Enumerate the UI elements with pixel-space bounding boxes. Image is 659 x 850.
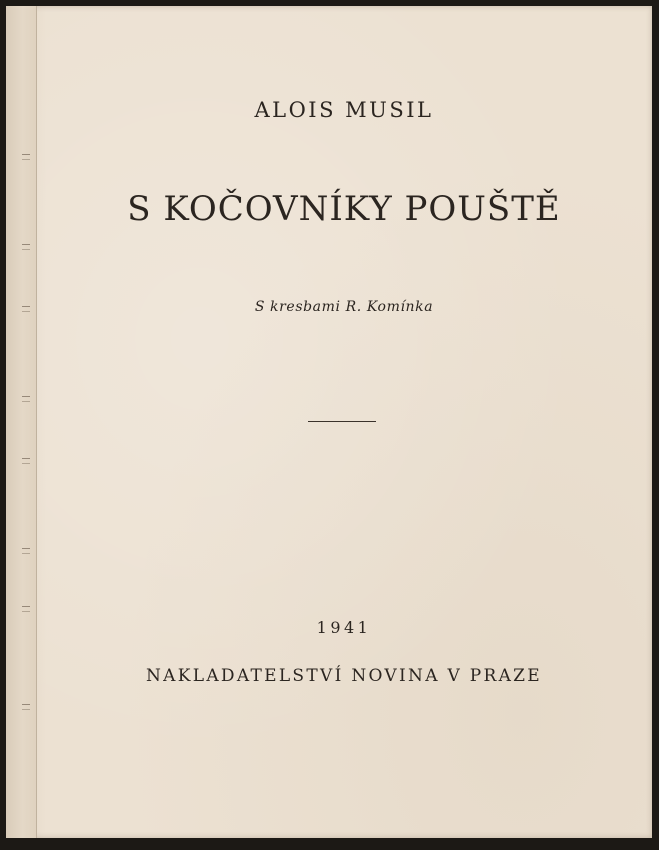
stitch-mark [22, 606, 30, 612]
stitch-mark [22, 458, 30, 464]
stitch-mark [22, 704, 30, 710]
stitch-mark [22, 396, 30, 402]
stitch-mark [22, 548, 30, 554]
author-name: ALOIS MUSIL [254, 98, 434, 122]
title-page [6, 6, 652, 838]
stitch-mark [22, 154, 30, 160]
stitch-mark [22, 306, 30, 312]
publisher-name: NAKLADATELSTVÍ NOVINA V PRAZE [146, 666, 542, 686]
illustrator-credit: S kresbami R. Komínka [254, 299, 434, 315]
stitch-mark [22, 244, 30, 250]
divider-rule [308, 421, 376, 422]
book-title: S KOČOVNÍKY POUŠTĚ [127, 189, 561, 229]
binding-spine [6, 6, 37, 838]
publication-year: 1941 [316, 618, 372, 637]
